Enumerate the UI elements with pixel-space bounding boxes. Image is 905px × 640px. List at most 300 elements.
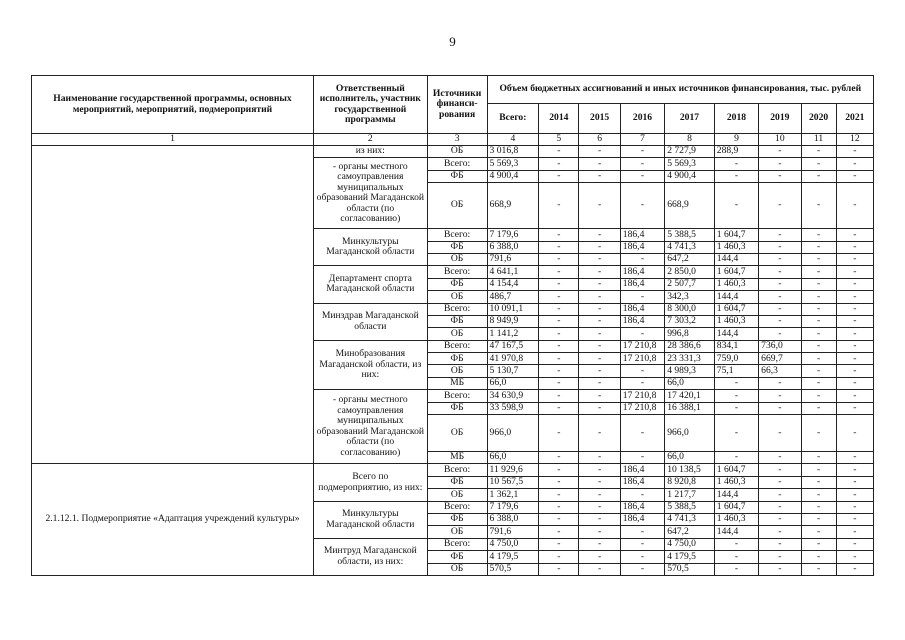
year-value-cell: 186,4 [620, 278, 664, 290]
source-cell: МБ [427, 452, 487, 464]
year-value-cell: 1 460,3 [714, 241, 758, 253]
year-value-cell: - [759, 476, 801, 488]
year-value-cell: - [836, 501, 873, 513]
year-value-cell: 759,0 [714, 353, 758, 365]
year-value-cell: 186,4 [620, 476, 664, 488]
source-cell: Всего: [427, 501, 487, 513]
year-value-cell: - [539, 526, 579, 538]
year-value-cell: 144,4 [714, 526, 758, 538]
year-value-cell: - [759, 229, 801, 241]
year-value-cell: 570,5 [665, 563, 715, 575]
total-cell: 4 900,4 [487, 170, 539, 182]
total-cell: 4 641,1 [487, 266, 539, 278]
year-value-cell: - [620, 291, 664, 303]
year-value-cell: - [539, 390, 579, 402]
header-year: 2019 [759, 104, 801, 134]
year-value-cell: - [759, 315, 801, 327]
year-value-cell: 144,4 [714, 253, 758, 265]
table-body [32, 146, 874, 576]
year-value-cell: - [579, 229, 620, 241]
total-cell: 3 016,8 [487, 146, 539, 158]
source-cell: ОБ [427, 415, 487, 452]
year-value-cell: 4 741,3 [665, 241, 715, 253]
executor-cell: Минтруд Магаданской области, из них: [314, 538, 428, 575]
column-number: 11 [801, 134, 836, 146]
year-value-cell: - [620, 526, 664, 538]
year-value-cell: - [620, 253, 664, 265]
total-cell: 66,0 [487, 452, 539, 464]
year-value-cell: - [836, 415, 873, 452]
column-number: 12 [836, 134, 873, 146]
year-value-cell: - [801, 266, 836, 278]
total-cell: 7 179,6 [487, 501, 539, 513]
year-value-cell: 1 604,7 [714, 464, 758, 476]
executor-cell: Минкультуры Магаданской области [314, 501, 428, 538]
year-value-cell: - [714, 563, 758, 575]
year-value-cell: 669,7 [759, 353, 801, 365]
source-cell: Всего: [427, 390, 487, 402]
year-value-cell: - [759, 241, 801, 253]
year-value-cell: - [714, 452, 758, 464]
year-value-cell: - [836, 538, 873, 550]
total-cell: 5 569,3 [487, 158, 539, 170]
year-value-cell: - [759, 328, 801, 340]
year-value-cell: 834,1 [714, 340, 758, 352]
year-value-cell: 1 604,7 [714, 303, 758, 315]
year-value-cell: - [579, 266, 620, 278]
year-value-cell: 17 420,1 [665, 390, 715, 402]
total-cell: 47 167,5 [487, 340, 539, 352]
total-cell: 1 362,1 [487, 489, 539, 501]
year-value-cell: - [759, 158, 801, 170]
year-value-cell: - [836, 476, 873, 488]
table-row [32, 146, 874, 158]
year-value-cell: - [759, 390, 801, 402]
executor-cell: из них: [314, 146, 428, 158]
source-cell: ФБ [427, 513, 487, 525]
year-value-cell: - [801, 377, 836, 389]
year-value-cell: - [801, 253, 836, 265]
year-value-cell: - [801, 501, 836, 513]
year-value-cell: 16 388,1 [665, 402, 715, 414]
year-value-cell: 186,4 [620, 513, 664, 525]
year-value-cell: - [539, 170, 579, 182]
year-value-cell: 736,0 [759, 340, 801, 352]
year-value-cell: - [801, 315, 836, 327]
year-value-cell: - [801, 229, 836, 241]
year-value-cell: - [801, 303, 836, 315]
source-cell: ОБ [427, 526, 487, 538]
year-value-cell: 28 386,6 [665, 340, 715, 352]
year-value-cell: - [759, 183, 801, 229]
column-number: 4 [487, 134, 539, 146]
year-value-cell: - [579, 464, 620, 476]
year-value-cell: - [539, 476, 579, 488]
year-value-cell: 66,3 [759, 365, 801, 377]
source-cell: Всего: [427, 158, 487, 170]
year-value-cell: - [801, 526, 836, 538]
source-cell: ОБ [427, 183, 487, 229]
header-source: Источники финанси-рования [427, 76, 487, 134]
year-value-cell: 4 750,0 [665, 538, 715, 550]
year-value-cell: - [801, 353, 836, 365]
year-value-cell: - [759, 563, 801, 575]
column-number: 1 [32, 134, 314, 146]
year-value-cell: 17 210,8 [620, 402, 664, 414]
year-value-cell: - [620, 563, 664, 575]
total-cell: 668,9 [487, 183, 539, 229]
source-cell: Всего: [427, 464, 487, 476]
year-value-cell: - [801, 551, 836, 563]
year-value-cell: - [801, 291, 836, 303]
total-cell: 4 750,0 [487, 538, 539, 550]
source-cell: МБ [427, 377, 487, 389]
year-value-cell: - [539, 501, 579, 513]
year-value-cell: - [801, 513, 836, 525]
year-value-cell: - [836, 464, 873, 476]
source-cell: ФБ [427, 278, 487, 290]
total-cell: 966,0 [487, 415, 539, 452]
column-number: 7 [620, 134, 664, 146]
year-value-cell: - [579, 538, 620, 550]
year-value-cell: - [836, 158, 873, 170]
year-value-cell: - [539, 353, 579, 365]
source-cell: ОБ [427, 146, 487, 158]
header-volume: Объем бюджетных ассигнований и иных источников финансирования, тыс. рублей [487, 76, 873, 104]
column-number: 9 [714, 134, 758, 146]
year-value-cell: - [579, 526, 620, 538]
total-cell: 4 154,4 [487, 278, 539, 290]
year-value-cell: - [836, 328, 873, 340]
executor-cell: Минздрав Магаданской области [314, 303, 428, 340]
year-value-cell: - [759, 303, 801, 315]
total-cell: 8 949,9 [487, 315, 539, 327]
year-value-cell: - [836, 340, 873, 352]
year-value-cell: 1 460,3 [714, 315, 758, 327]
year-value-cell: - [714, 402, 758, 414]
year-value-cell: 8 300,0 [665, 303, 715, 315]
year-value-cell: - [759, 278, 801, 290]
year-value-cell: - [836, 170, 873, 182]
year-value-cell: - [759, 526, 801, 538]
source-cell: ФБ [427, 241, 487, 253]
year-value-cell: - [801, 464, 836, 476]
year-value-cell: 1 460,3 [714, 513, 758, 525]
source-cell: Всего: [427, 229, 487, 241]
year-value-cell: 10 138,5 [665, 464, 715, 476]
year-value-cell: - [714, 170, 758, 182]
header-year: 2021 [836, 104, 873, 134]
year-value-cell: - [801, 402, 836, 414]
year-value-cell: 4 900,4 [665, 170, 715, 182]
year-value-cell: 186,4 [620, 464, 664, 476]
year-value-cell: - [759, 415, 801, 452]
year-value-cell: 17 210,8 [620, 390, 664, 402]
total-cell: 1 141,2 [487, 328, 539, 340]
year-value-cell: - [759, 253, 801, 265]
year-value-cell: - [759, 377, 801, 389]
year-value-cell: - [539, 303, 579, 315]
total-cell: 33 598,9 [487, 402, 539, 414]
year-value-cell: - [579, 390, 620, 402]
year-value-cell: - [620, 538, 664, 550]
year-value-cell: - [579, 158, 620, 170]
year-value-cell: 144,4 [714, 489, 758, 501]
year-value-cell: - [579, 563, 620, 575]
year-value-cell: 1 604,7 [714, 501, 758, 513]
year-value-cell: 2 507,7 [665, 278, 715, 290]
year-value-cell: 4 179,5 [665, 551, 715, 563]
total-cell: 7 179,6 [487, 229, 539, 241]
year-value-cell: - [759, 489, 801, 501]
year-value-cell: - [836, 278, 873, 290]
year-value-cell: - [539, 489, 579, 501]
source-cell: ФБ [427, 402, 487, 414]
year-value-cell: - [759, 266, 801, 278]
year-value-cell: - [836, 353, 873, 365]
year-value-cell: - [714, 390, 758, 402]
year-value-cell: - [579, 415, 620, 452]
year-value-cell: - [620, 489, 664, 501]
year-value-cell: - [579, 353, 620, 365]
year-value-cell: - [714, 551, 758, 563]
year-value-cell: - [579, 278, 620, 290]
year-value-cell: - [759, 452, 801, 464]
year-value-cell: - [579, 183, 620, 229]
header-year: 2020 [801, 104, 836, 134]
year-value-cell: - [801, 489, 836, 501]
year-value-cell: - [836, 526, 873, 538]
year-value-cell: 66,0 [665, 377, 715, 389]
year-value-cell: - [539, 266, 579, 278]
year-value-cell: - [579, 489, 620, 501]
year-value-cell: - [579, 402, 620, 414]
header-year: 2016 [620, 104, 664, 134]
year-value-cell: 2 850,0 [665, 266, 715, 278]
year-value-cell: - [539, 365, 579, 377]
header-year: 2017 [665, 104, 715, 134]
total-cell: 791,6 [487, 253, 539, 265]
year-value-cell: - [759, 551, 801, 563]
year-value-cell: - [620, 158, 664, 170]
year-value-cell: - [801, 476, 836, 488]
source-cell: ОБ [427, 253, 487, 265]
executor-cell: - органы местного самоуправления муниципальных образований Магаданской области (по согласованию) [314, 158, 428, 229]
year-value-cell: 288,9 [714, 146, 758, 158]
year-value-cell: 1 460,3 [714, 278, 758, 290]
year-value-cell: - [836, 513, 873, 525]
year-value-cell: - [620, 452, 664, 464]
year-value-cell: - [579, 476, 620, 488]
year-value-cell: 2 727,9 [665, 146, 715, 158]
column-number: 5 [539, 134, 579, 146]
column-numbers-row [32, 134, 874, 146]
year-value-cell: - [579, 253, 620, 265]
year-value-cell: - [801, 340, 836, 352]
year-value-cell: - [539, 452, 579, 464]
year-value-cell: - [801, 390, 836, 402]
year-value-cell: - [801, 365, 836, 377]
executor-cell: Минобразования Магаданской области, из них: [314, 340, 428, 390]
year-value-cell: - [579, 170, 620, 182]
year-value-cell: 66,0 [665, 452, 715, 464]
year-value-cell: - [620, 365, 664, 377]
total-cell: 4 179,5 [487, 551, 539, 563]
column-number: 10 [759, 134, 801, 146]
header-year: 2014 [539, 104, 579, 134]
year-value-cell: - [620, 183, 664, 229]
year-value-cell: - [836, 241, 873, 253]
header-year: 2018 [714, 104, 758, 134]
year-value-cell: 647,2 [665, 253, 715, 265]
year-value-cell: - [539, 538, 579, 550]
year-value-cell: 144,4 [714, 291, 758, 303]
year-value-cell: - [579, 452, 620, 464]
year-value-cell: - [801, 170, 836, 182]
year-value-cell: 186,4 [620, 315, 664, 327]
total-cell: 10 567,5 [487, 476, 539, 488]
year-value-cell: - [539, 315, 579, 327]
header-total: Всего: [487, 104, 539, 134]
source-cell: ОБ [427, 291, 487, 303]
year-value-cell: - [714, 158, 758, 170]
year-value-cell: - [620, 328, 664, 340]
budget-table [31, 75, 874, 576]
year-value-cell: - [759, 501, 801, 513]
executor-cell: Всего по подмероприятию, из них: [314, 464, 428, 501]
year-value-cell: - [579, 513, 620, 525]
year-value-cell: - [539, 563, 579, 575]
page-number: 9 [449, 34, 456, 49]
source-cell: ФБ [427, 170, 487, 182]
year-value-cell: 75,1 [714, 365, 758, 377]
table-row [32, 464, 874, 476]
year-value-cell: - [539, 377, 579, 389]
column-number: 3 [427, 134, 487, 146]
year-value-cell: - [836, 291, 873, 303]
year-value-cell: - [579, 551, 620, 563]
year-value-cell: - [836, 365, 873, 377]
source-cell: Всего: [427, 303, 487, 315]
year-value-cell: - [836, 390, 873, 402]
header-year: 2015 [579, 104, 620, 134]
year-value-cell: 342,3 [665, 291, 715, 303]
year-value-cell: - [836, 266, 873, 278]
year-value-cell: 186,4 [620, 266, 664, 278]
header-name: Наименование государственной программы, основных мероприятий, мероприятий, подмероприятий [32, 76, 314, 134]
column-number: 2 [314, 134, 428, 146]
year-value-cell: - [836, 253, 873, 265]
executor-cell: Департамент спорта Магаданской области [314, 266, 428, 303]
year-value-cell: - [759, 464, 801, 476]
year-value-cell: - [759, 146, 801, 158]
year-value-cell: - [539, 551, 579, 563]
year-value-cell: - [836, 551, 873, 563]
year-value-cell: 17 210,8 [620, 353, 664, 365]
year-value-cell: 5 388,5 [665, 229, 715, 241]
year-value-cell: - [759, 513, 801, 525]
year-value-cell: - [539, 146, 579, 158]
year-value-cell: - [714, 183, 758, 229]
source-cell: Всего: [427, 266, 487, 278]
year-value-cell: 186,4 [620, 501, 664, 513]
year-value-cell: 186,4 [620, 303, 664, 315]
year-value-cell: 186,4 [620, 229, 664, 241]
year-value-cell: - [620, 146, 664, 158]
year-value-cell: - [539, 513, 579, 525]
source-cell: ОБ [427, 365, 487, 377]
year-value-cell: 144,4 [714, 328, 758, 340]
executor-cell: - органы местного самоуправления муниципальных образований Магаданской области (по согласованию) [314, 390, 428, 464]
year-value-cell: 668,9 [665, 183, 715, 229]
total-cell: 791,6 [487, 526, 539, 538]
year-value-cell: 17 210,8 [620, 340, 664, 352]
year-value-cell: - [836, 489, 873, 501]
year-value-cell: - [620, 415, 664, 452]
year-value-cell: 8 920,8 [665, 476, 715, 488]
year-value-cell: 4 989,3 [665, 365, 715, 377]
year-value-cell: - [579, 291, 620, 303]
year-value-cell: - [801, 146, 836, 158]
year-value-cell: - [579, 501, 620, 513]
year-value-cell: - [579, 315, 620, 327]
year-value-cell: - [714, 377, 758, 389]
year-value-cell: - [801, 538, 836, 550]
year-value-cell: - [579, 303, 620, 315]
year-value-cell: - [579, 146, 620, 158]
source-cell: ОБ [427, 328, 487, 340]
year-value-cell: - [539, 415, 579, 452]
year-value-cell: - [836, 146, 873, 158]
column-number: 8 [665, 134, 715, 146]
total-cell: 66,0 [487, 377, 539, 389]
year-value-cell: - [620, 377, 664, 389]
source-cell: Всего: [427, 340, 487, 352]
total-cell: 11 929,6 [487, 464, 539, 476]
year-value-cell: - [714, 415, 758, 452]
year-value-cell: 647,2 [665, 526, 715, 538]
year-value-cell: - [714, 538, 758, 550]
header-executor: Ответственный исполнитель, участник государственной программы [314, 76, 428, 134]
source-cell: ФБ [427, 315, 487, 327]
year-value-cell: 5 569,3 [665, 158, 715, 170]
year-value-cell: - [539, 253, 579, 265]
total-cell: 41 970,8 [487, 353, 539, 365]
year-value-cell: 5 388,5 [665, 501, 715, 513]
year-value-cell: - [759, 402, 801, 414]
total-cell: 5 130,7 [487, 365, 539, 377]
total-cell: 6 388,0 [487, 241, 539, 253]
year-value-cell: - [801, 158, 836, 170]
year-value-cell: 1 460,3 [714, 476, 758, 488]
year-value-cell: - [579, 328, 620, 340]
total-cell: 6 388,0 [487, 513, 539, 525]
year-value-cell: 1 217,7 [665, 489, 715, 501]
year-value-cell: - [759, 291, 801, 303]
executor-cell: Минкультуры Магаданской области [314, 229, 428, 266]
year-value-cell: - [620, 551, 664, 563]
year-value-cell: - [801, 183, 836, 229]
program-name-cell [32, 146, 314, 464]
year-value-cell: - [801, 415, 836, 452]
year-value-cell: - [836, 303, 873, 315]
source-cell: ФБ [427, 476, 487, 488]
year-value-cell: - [801, 241, 836, 253]
year-value-cell: 1 604,7 [714, 266, 758, 278]
source-cell: ФБ [427, 551, 487, 563]
year-value-cell: - [579, 377, 620, 389]
year-value-cell: - [620, 170, 664, 182]
